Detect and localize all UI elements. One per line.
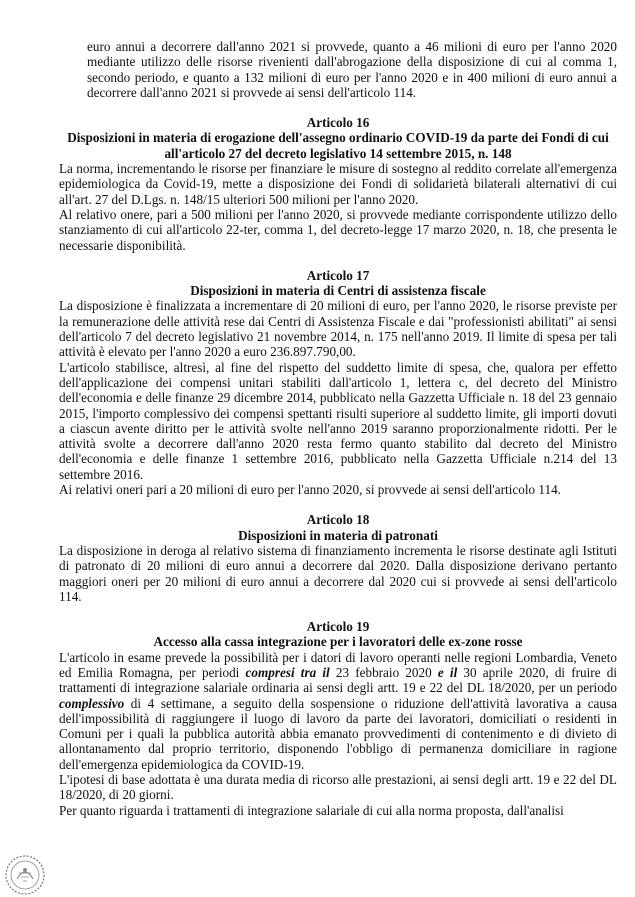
article-19-emphasis-e-il: e il: [437, 664, 458, 680]
article-17-paragraph-3: Ai relativi oneri pari a 20 milioni di euro per l'anno 2020, si provvede ai sensi dell'articolo 114.: [59, 482, 561, 498]
article-17-paragraph-1: La disposizione è finalizzata a incrementare di 20 milioni di euro, per l'anno 2020, le risorse previste per la remunerazione delle attività rese dai Centri di Assistenza Fiscale e dai "professionisti abilitati" ai sensi dell'articolo 7 del decreto legislativo 21 novembre 2014, n. 175 nell'anno 2019. Il limite di spesa per tali attività è elevato per l'anno 2020 a euro 236.897.790,00.: [59, 298, 617, 360]
article-16-title: Disposizioni in materia di erogazione dell'assegno ordinario COVID-19 da parte dei Fondi di cui all'articolo 27 del decreto legislativo 14 settembre 2015, n. 148: [67, 130, 609, 161]
intro-paragraph: euro annui a decorrere dall'anno 2021 si provvede, quanto a 46 milioni di euro per l'anno 2020 mediante utilizzo delle risorse rivenienti dall'abrogazione della disposizione di cui al comma 1, secondo periodo, e quanto a 132 milioni di euro per l'anno 2020 e in 400 milioni di euro annui a decorrere dall'anno 2021 si provvede ai sensi dell'articolo 114.: [87, 39, 617, 100]
article-19-title: Accesso alla cassa integrazione per i lavoratori delle ex-zone rosse: [153, 634, 523, 650]
article-17-paragraph-2: L'articolo stabilisce, altresì, al fine del rispetto del suddetto limite di spesa, che, qualora per effetto dell'applicazione dei compensi unitari stabiliti dall'articolo 1, lettera c, del decreto del Ministro dell'economia e delle finanze 29 dicembre 2014, pubblicato nella Gazzetta Ufficiale n. 18 del 23 gennaio 2015, l'importo complessivo dei compensi spettanti risulti superiore al suddetto limite, gli importi dovuti a ciascun avente diritto per le attività svolte nell'anno 2019 saranno proporzionalmente ridotti. Per le attività svolte a decorrere dall'anno 2020 resta fermo quanto stabilito dal decreto del Ministro dell'economia e delle finanze 1 settembre 2016, pubblicato nella Gazzetta Ufficiale n.214 del 13 settembre 2016.: [59, 359, 617, 482]
article-16-heading: Articolo 16: [306, 115, 370, 131]
article-18-title: Disposizioni in materia di patronati: [238, 527, 438, 543]
article-19-text-segment: 30 aprile 2020, di fruire di trattamenti di integrazione salariale ordinaria ai sensi degli artt. 19 e 22 del DL 18/2020, per un periodo: [59, 664, 617, 696]
article-19-text-segment: 23 febbraio 2020: [329, 664, 438, 680]
article-18-heading: Articolo 18: [306, 512, 370, 528]
article-19-emphasis-compresi: compresi tra il: [245, 664, 330, 680]
article-17-title: Disposizioni in materia di Centri di assistenza fiscale: [190, 283, 486, 299]
article-18-paragraph-1: La disposizione in deroga al relativo sistema di finanziamento incrementa le risorse destinate agli Istituti di patronato di 20 milioni di euro annui a decorrere dal 2020. Dalla disposizione derivano pertanto maggiori oneri per 20 milioni di euro annui a decorrere dal 2020 cui si provvede ai sensi dell'articolo 114.: [59, 542, 617, 604]
article-19-text-segment: di 4 settimane, a seguito della sospensione o riduzione dell'attività lavorativa a causa dell'impossibilità di raggiungere il luogo di lavoro da parte dei lavoratori, domiciliati o residenti in Comuni per i quali la pubblica autorità abbia emanato provvedimenti di contenimento e di divieto di allontanamento dal proprio territorio, disponendo l'obbligo di permanenza domiciliare in ragione dell'emergenza epidemiologica da COVID-19.: [59, 695, 617, 772]
article-19-emphasis-complessivo: complessivo: [59, 695, 125, 711]
article-19-paragraph-1: [59, 650, 617, 772]
official-seal-icon: [3, 853, 47, 897]
article-19-heading: Articolo 19: [306, 619, 370, 635]
document-body: [59, 39, 617, 818]
article-16-paragraph-2: Al relativo onere, pari a 500 milioni per l'anno 2020, si provvede mediante corrispondente utilizzo dello stanziamento di cui all'articolo 22-ter, comma 1, del decreto-legge 17 marzo 2020, n. 18, che presenta le necessarie disponibilità.: [59, 206, 617, 253]
article-19-text-segment: L'articolo in esame prevede la possibilità per i datori di lavoro operanti nelle regioni Lombardia, Veneto ed Emilia Romagna, per periodi: [59, 649, 617, 680]
article-16-paragraph-1: La norma, incrementando le risorse per finanziare le misure di sostegno al reddito correlate all'emergenza epidemiologica da Covid-19, mette a disposizione dei Fondi di solidarietà bilaterali alternativi di cui all'art. 27 del D.Lgs. n. 148/15 ulteriori 500 milioni per l'anno 2020.: [59, 161, 617, 207]
article-19-paragraph-3: Per quanto riguarda i trattamenti di integrazione salariale di cui alla norma proposta, dall'analisi: [59, 802, 564, 818]
article-17-heading: Articolo 17: [306, 267, 370, 283]
article-19-paragraph-2: L'ipotesi di base adottata è una durata media di ricorso alle prestazioni, ai sensi degli artt. 19 e 22 del DL 18/2020, di 20 giorni.: [59, 772, 617, 803]
